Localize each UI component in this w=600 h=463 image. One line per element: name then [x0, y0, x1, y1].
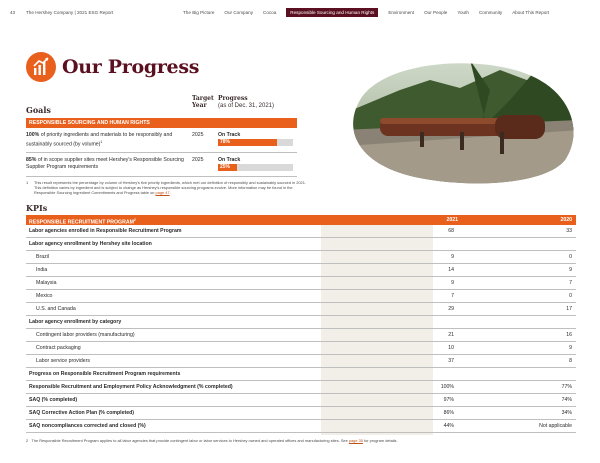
footnote-link[interactable]: page 35: [348, 438, 363, 443]
row-label: Labor agencies enrolled in Responsible Recruitment Program: [29, 228, 182, 234]
goals-footnote: 1 This result represents the percentage by volume of Hershey's five priority ingredients, which met our definition of responsibly and sustainably sourced in 2021. This definition varies by ingredient and is subject to change as Hershey's responsible sourcing programs evolve. More information may be found in the Responsible Sourcing Ingredient Commitments and Progress table on page 47.: [26, 180, 306, 195]
value-2021: 97%: [443, 397, 454, 403]
kpis-heading: KPIs: [26, 203, 48, 213]
value-2020: 9: [569, 345, 572, 351]
kpi-header-label: RESPONSIBLE RECRUITMENT PROGRAM$^2$: [29, 218, 136, 226]
nav-item[interactable]: About This Report: [512, 10, 550, 15]
title-block: [26, 52, 199, 82]
nav-item[interactable]: Responsible Sourcing and Human Rights: [286, 8, 378, 17]
table-row: [26, 420, 576, 433]
page-header: [0, 0, 600, 26]
nav-item[interactable]: Community: [478, 10, 503, 15]
value-2021: 100%: [440, 384, 454, 390]
row-label: SAQ noncompliances corrected and closed (%): [29, 423, 146, 429]
value-2021: 7: [451, 293, 454, 299]
table-row: [26, 355, 576, 368]
row-label: Brazil: [36, 254, 49, 260]
row-label: SAQ (% completed): [29, 397, 78, 403]
table-row: [26, 251, 576, 264]
page-number: 43: [10, 10, 16, 15]
value-2021: 9: [451, 254, 454, 260]
footnote-number: 1: [26, 180, 29, 185]
table-row: [26, 407, 576, 420]
value-2020: 7: [569, 280, 572, 286]
row-label: Malaysia: [36, 280, 57, 286]
table-row: [26, 303, 576, 316]
row-label: Responsible Recruitment and Employment Policy Acknowledgment (% completed): [29, 384, 233, 390]
progress-label: Progress: [218, 95, 248, 102]
goal-text: 100% of priority ingredients and materials to be responsibly and sustainably sourced (by volume)$^1$: [26, 132, 173, 148]
target-label: Target: [192, 95, 214, 102]
value-2020: 33: [566, 228, 572, 234]
goal-text: 85% of in scope supplier sites meet Hershey's Responsible Sourcing Supplier Program requirements: [26, 157, 184, 170]
footnote-number: 2: [26, 438, 29, 443]
nav-item[interactable]: The Big Picture: [183, 10, 215, 15]
value-2021: 29: [448, 306, 454, 312]
top-nav: [183, 8, 559, 17]
nav-item[interactable]: Youth: [457, 10, 469, 15]
table-row: [26, 329, 576, 342]
goal-progress-bar: [218, 164, 293, 171]
row-label: Labor service providers: [36, 358, 90, 364]
value-2021: 37: [448, 358, 454, 364]
kpi-footnote: [26, 438, 398, 443]
nav-item[interactable]: Environment: [388, 10, 415, 15]
report-title: The Hershey Company | 2021 ESG Report: [26, 10, 114, 15]
page-title: Our Progress: [62, 56, 200, 78]
col-2021-header: 2021: [446, 217, 458, 223]
row-label: Progress on Responsible Recruitment Program requirements: [29, 371, 181, 377]
value-2021: 68: [448, 228, 454, 234]
value-2020: 16: [566, 332, 572, 338]
goals-heading: Goals: [26, 105, 51, 115]
value-2021: 14: [448, 267, 454, 273]
row-label: Labor agency enrollment by category: [29, 319, 122, 325]
goal-progress-bar: [218, 139, 293, 146]
goal-year: 2025: [192, 157, 204, 163]
table-row: [26, 342, 576, 355]
table-row: [26, 277, 576, 290]
goal-status: On Track: [218, 157, 241, 163]
value-2021: 44%: [443, 423, 454, 429]
table-row: [26, 394, 576, 407]
table-row: [26, 264, 576, 277]
value-2020: 9: [569, 267, 572, 273]
nav-item[interactable]: Cocoa: [263, 10, 277, 15]
value-2020: 0: [569, 293, 572, 299]
footnote-text: The Responsible Recruitment Program applies to all labor agencies that provide contingent labor or labor services to Hershey owned and operated offices and manufacturing sites. See: [31, 438, 349, 443]
value-2020: 0: [569, 254, 572, 260]
divider: [26, 176, 297, 177]
footnote-link[interactable]: page 47: [155, 190, 170, 195]
row-label: Contingent labor providers (manufacturing): [36, 332, 135, 338]
footnote-end: for program details.: [362, 438, 398, 443]
row-label: Mexico: [36, 293, 53, 299]
table-row: [26, 225, 576, 238]
table-row: [26, 316, 576, 329]
value-2021: 86%: [443, 410, 454, 416]
value-2020: 74%: [561, 397, 572, 403]
goal-progress-fill: 25%: [218, 164, 237, 171]
footnote-text: This result represents the percentage by volume of Hershey's five priority ingredients, which met our definition of responsibly and sustainably sourced in 2021. This definition varies by ingredient and is subject to change as Hershey's responsible sourcing programs evolve. More information may be found in the Responsible Sourcing Ingredient Commitments and Progress table on: [34, 180, 306, 195]
goals-section-bar: RESPONSIBLE SOURCING AND HUMAN RIGHTS: [26, 118, 297, 128]
row-label: India: [36, 267, 48, 273]
row-label: Contract packaging: [36, 345, 81, 351]
divider: [26, 152, 297, 153]
progress-header: [218, 95, 274, 110]
goal-year: 2025: [192, 132, 204, 138]
value-2020: Not applicable: [539, 423, 572, 429]
value-2021: 21: [448, 332, 454, 338]
table-row: [26, 381, 576, 394]
growth-chart-icon: [26, 52, 56, 82]
table-row: [26, 238, 576, 251]
goal-progress-fill: 78%: [218, 139, 277, 146]
cocoa-pipeline-photo: [340, 60, 580, 185]
value-2020: 17: [566, 306, 572, 312]
row-label: U.S. and Canada: [36, 306, 76, 312]
row-label: SAQ Corrective Action Plan (% completed): [29, 410, 135, 416]
kpi-table-header: [26, 215, 576, 225]
nav-item[interactable]: Our People: [424, 10, 448, 15]
value-2020: 77%: [561, 384, 572, 390]
year-label: Year: [192, 102, 207, 109]
goal-status: On Track: [218, 132, 241, 138]
value-2021: 9: [451, 280, 454, 286]
value-2021: 10: [448, 345, 454, 351]
value-2020: 34%: [561, 410, 572, 416]
progress-date-label: (as of Dec. 31, 2021): [218, 103, 275, 109]
target-year-header: [192, 95, 214, 109]
value-2020: 8: [569, 358, 572, 364]
col-2020-header: 2020: [560, 217, 572, 223]
table-row: [26, 290, 576, 303]
table-row: [26, 368, 576, 381]
nav-item[interactable]: Our Company: [224, 10, 254, 15]
row-label: Labor agency enrollment by Hershey site location: [29, 241, 152, 247]
